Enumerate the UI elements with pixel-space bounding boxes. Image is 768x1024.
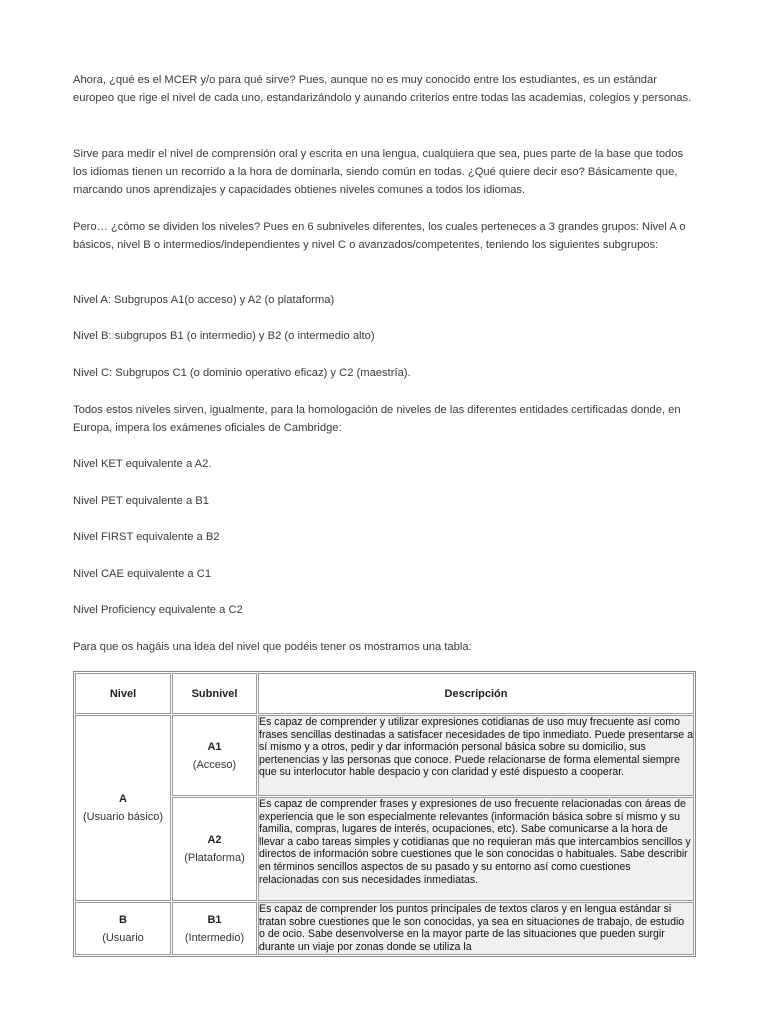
paragraph-pet: Nivel PET equivalente a B1 [73, 495, 209, 507]
paragraph-cambridge: Todos estos niveles sirven, igualmente, para la homologación de niveles de las diferentes entidades certificadas donde, en Europa, impera los exámenes oficiales de Cambridge: [73, 404, 681, 435]
sublevel-code: A1 [207, 740, 222, 753]
level-b-cell [75, 902, 171, 955]
paragraph-table-intro: Para que os hagáis una idea del nivel que podéis tener os mostramos una tabla: [73, 641, 472, 653]
sublevel-a1-cell [172, 715, 257, 796]
sublevel-a2-cell [172, 797, 257, 901]
table-header-row [75, 673, 694, 714]
level-code: A [119, 793, 127, 805]
description-a1: Es capaz de comprender y utilizar expresiones cotidianas de uso muy frecuente así como frases sencillas destinadas a satisfacer necesidades de tipo inmediato. Puede presentarse a sí mismo y a otros, pedir y dar información personal básica sobre su domicilio, sus pertenencias y las personas que conoce. Puede relacionarse de forma elemental siempre que su interlocutor hable despacio y con claridad y esté dispuesto a cooperar. [258, 715, 694, 796]
header-description: Descripción [258, 673, 694, 714]
table-row [75, 902, 694, 955]
level-label: (Usuario básico) [82, 811, 164, 823]
paragraph-cae: Nivel CAE equivalente a C1 [73, 568, 212, 580]
paragraph-ket: Nivel KET equivalente a A2. [73, 458, 212, 470]
sublevel-label: (Intermedio) [184, 931, 245, 944]
sublevel-code: B1 [207, 913, 222, 926]
sublevel-code: A2 [207, 834, 222, 846]
sublevel-label: (Plataforma) [184, 852, 245, 864]
sublevel-label: (Acceso) [192, 758, 237, 771]
paragraph-mcer-intro: Ahora, ¿qué es el MCER y/o para qué sirve? Pues, aunque no es muy conocido entre los estudiantes, es un estándar europeo que rige el nivel de cada uno, estandarizándolo y aunando criterios entre todas las academias, colegios y personas. [73, 74, 692, 105]
level-code: B [119, 913, 127, 926]
paragraph-level-a: Nivel A: Subgrupos A1(o acceso) y A2 (o plataforma) [73, 294, 335, 306]
sublevel-b1-cell [172, 902, 257, 955]
paragraph-first: Nivel FIRST equivalente a B2 [73, 531, 220, 543]
level-a-cell [75, 715, 171, 901]
cefr-levels-table [73, 671, 696, 957]
paragraph-purpose: Sirve para medir el nivel de comprensión oral y escrita en una lengua, cualquiera que sea, pues parte de la base que todos los idiomas tienen un recorrido a la hora de dominarla, siendo común en todas. ¿Qué quiere decir eso? Básicamente que, marcando unos aprendizajes y capacidades obtienes niveles comunes a todos los idiomas. [73, 148, 684, 197]
header-sublevel: Subnivel [172, 673, 257, 714]
paragraph-level-b: Nivel B: subgrupos B1 (o intermedio) y B2 (o intermedio alto) [73, 330, 375, 342]
table-row [75, 715, 694, 796]
description-b1: Es capaz de comprender los puntos principales de textos claros y en lengua estándar si tratan sobre cuestiones que le son conocidas, ya sea en situaciones de trabajo, de estudio o de ocio. Sabe desenvolverse en la mayor parte de las situaciones que pueden surgir durante un viaje por zonas donde se utiliza la [258, 902, 694, 955]
header-level: Nivel [75, 673, 171, 714]
paragraph-level-c: Nivel C: Subgrupos C1 (o dominio operativo eficaz) y C2 (maestría). [73, 367, 411, 379]
level-label: (Usuario [102, 931, 144, 944]
paragraph-proficiency: Nivel Proficiency equivalente a C2 [73, 604, 243, 616]
description-a2: Es capaz de comprender frases y expresiones de uso frecuente relacionadas con áreas de experiencia que le son especialmente relevantes (información básica sobre sí mismo y su familia, compras, lugares de interés, ocupaciones, etc). Sabe comunicarse a la hora de llevar a cabo tareas simples y cotidianas que no requieran más que intercambios sencillos y directos de información sobre cuestiones que le son conocidas o habituales. Sabe describir en términos sencillos aspectos de su pasado y su entorno así como cuestiones relacionadas con sus necesidades inmediatas. [258, 797, 694, 901]
paragraph-levels-division: Pero… ¿cómo se dividen los niveles? Pues en 6 subniveles diferentes, los cuales perteneces a 3 grandes grupos: Nivel A o básicos, nivel B o intermedios/independientes y nivel C o avanzados/competentes, teniendo los siguientes subgrupos: [73, 221, 686, 252]
